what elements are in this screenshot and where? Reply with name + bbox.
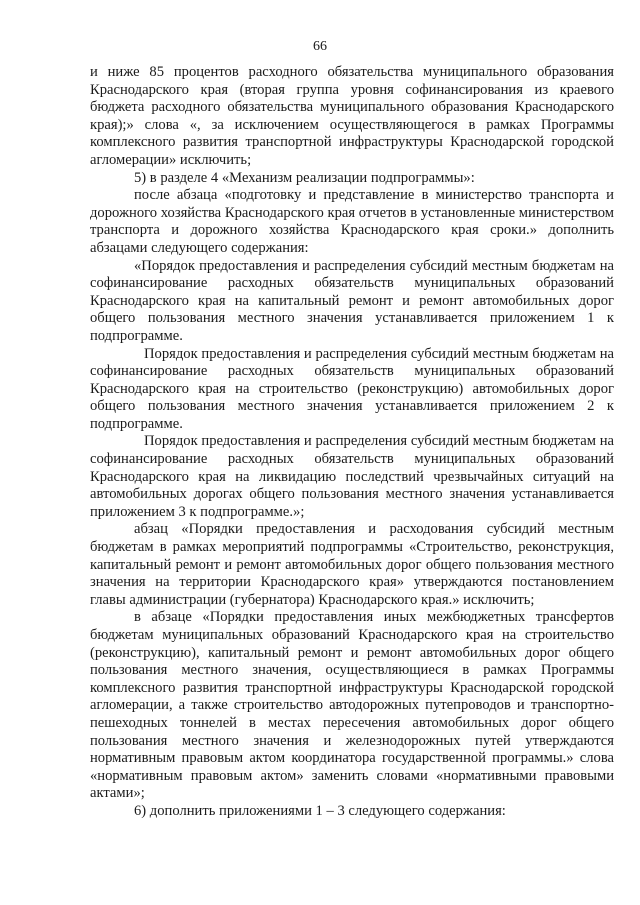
paragraph-item-5: 5) в разделе 4 «Механизм реализации подпрограммы»: bbox=[134, 169, 475, 186]
paragraph-continuation: и ниже 85 процентов расходного обязательства муниципального образования Краснодарского края (вторая группа уровня софинансирования из краевого бюджета расходного обязательства муниципального образования Краснодарского края);» слова «, за исключением осуществляющегося в рамках Программы комплексного развития транспортной инфраструктуры Краснодарской городской агломерации» исключить; bbox=[90, 64, 614, 168]
document-body bbox=[90, 64, 614, 821]
paragraph-item-6: 6) дополнить приложениями 1 – 3 следующего содержания: bbox=[134, 802, 506, 819]
paragraph-abzac-removed: абзац «Порядки предоставления и расходования субсидий местным бюджетам в рамках мероприятий подпрограммы «Строительство, реконструкция, капитальный ремонт и ремонт автомобильных дорог общего пользования местного значения на территории Краснодарского края» утверждаются постановлением главы администрации (губернатора) Краснодарского края.» исключить; bbox=[90, 521, 614, 608]
paragraph-order-2: Порядок предоставления и распределения субсидий местным бюджетам на софинансирование расходных обязательств муниципальных образований Краснодарского края на строительство (реконструкцию) автомобильных дорог общего пользования местного значения устанавливается приложением 2 к подпрограмме. bbox=[90, 345, 614, 432]
paragraph-after-abzac: после абзаца «подготовку и представление в министерство транспорта и дорожного хозяйства Краснодарского края отчетов в установленные министерством транспорта и дорожного хозяйства Краснодарского края сроки.» дополнить абзацами следующего содержания: bbox=[90, 187, 614, 256]
paragraph-order-3: Порядок предоставления и распределения субсидий местным бюджетам на софинансирование расходных обязательств муниципальных образований Краснодарского края на ликвидацию последствий чрезвычайных ситуаций на автомобильных дорогах общего пользования местного значения устанавливается приложением 3 к подпрограмме.»; bbox=[90, 433, 614, 520]
paragraph-order-1: «Порядок предоставления и распределения субсидий местным бюджетам на софинансирование расходных обязательств муниципальных образований Краснодарского края на капитальный ремонт и ремонт автомобильных дорог общего пользования местного значения устанавливается приложением 1 к подпрограмме. bbox=[90, 257, 614, 344]
page-number: 66 bbox=[313, 39, 327, 54]
paragraph-abzac-replace: в абзаце «Порядки предоставления иных межбюджетных трансфертов бюджетам муниципальных образований Краснодарского края на строительство (реконструкцию), капитальный ремонт и ремонт автомобильных дорог общего пользования местного значения, осуществляющиеся в рамках Программы комплексного развития транспортной инфраструктуры Краснодарской городской агломерации, а также строительство автодорожных путепроводов и транспортно-пешеходных тоннелей в местах пересечения автомобильных дорог общего пользования местного значения и железнодорожных путей утверждаются нормативным правовым актом координатора государственной программы.» слова «нормативным правовым актом» заменить словами «нормативными правовыми актами»; bbox=[90, 609, 614, 802]
